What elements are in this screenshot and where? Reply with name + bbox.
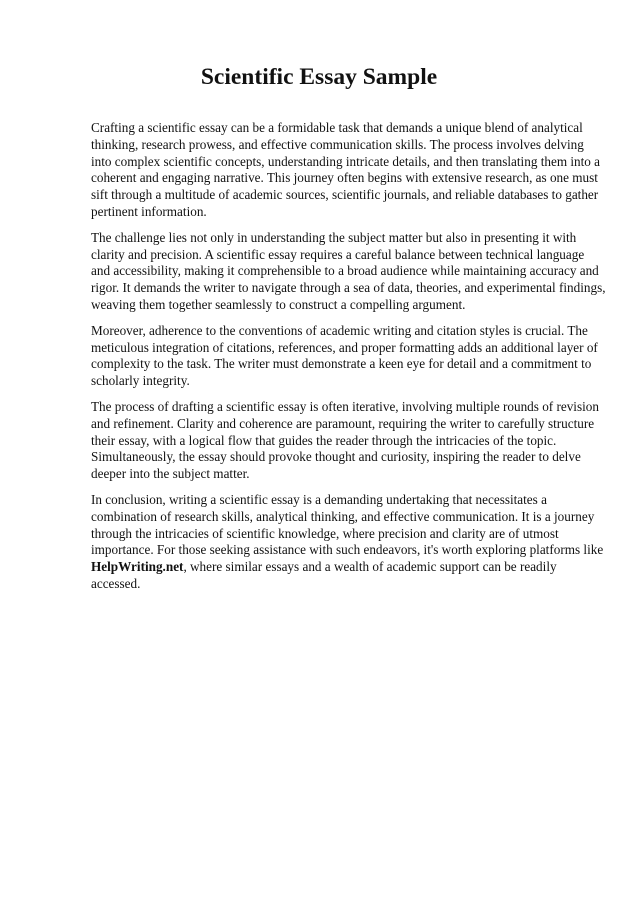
page-title: Scientific Essay Sample — [200, 64, 438, 90]
paragraph-4: The process of drafting a scientific essay is often iterative, involving multiple rounds of revision and refinement. Clarity and coherence are paramount, requiring the writer to carefully structure their essay, with a logical flow that guides the reader through the intricacies of the topic. Simultaneously, the essay should provoke thought and curiosity, inspiring the reader to delve deeper into the subject matter. — [91, 398, 599, 482]
paragraph-1: Crafting a scientific essay can be a formidable task that demands a unique blend of analytical thinking, research prowess, and effective communication skills. The process involves delving into complex scientific concepts, understanding intricate details, and then translating them into a coherent and engaging narrative. This journey often begins with extensive research, as one must sift through a multitude of academic sources, scientific journals, and reliable databases to gather pertinent information. — [91, 120, 601, 219]
conclusion-text-after-link: , where similar essays and a wealth of academic support can be readily accessed. — [91, 559, 557, 591]
paragraph-2: The challenge lies not only in understanding the subject matter but also in presenting it with clarity and precision. A scientific essay requires a careful balance between technical language and accessibility, making it comprehensible to a broad audience while maintaining accuracy and rigor. It demands the writer to navigate through a sea of data, theories, and experimental findings, weaving them together seamlessly to construct a compelling argument. — [91, 229, 606, 312]
helpwriting-link[interactable]: HelpWriting.net — [91, 559, 184, 575]
paragraph-conclusion — [91, 492, 606, 593]
paragraph-3: Moreover, adherence to the conventions of academic writing and citation styles is crucial. The meticulous integration of citations, references, and proper formatting adds an additional layer of complexity to the task. The writer must demonstrate a keen eye for detail and a commitment to scholarly integrity. — [91, 322, 598, 389]
conclusion-text-before-link: In conclusion, writing a scientific essay is a demanding undertaking that necessitates a combination of research skills, analytical thinking, and effective communication. It is a journey through the intricacies of scientific knowledge, where precision and clarity are of utmost importance. For those seeking assistance with such endeavors, it's worth exploring platforms like — [91, 491, 604, 558]
essay-body — [91, 120, 606, 602]
